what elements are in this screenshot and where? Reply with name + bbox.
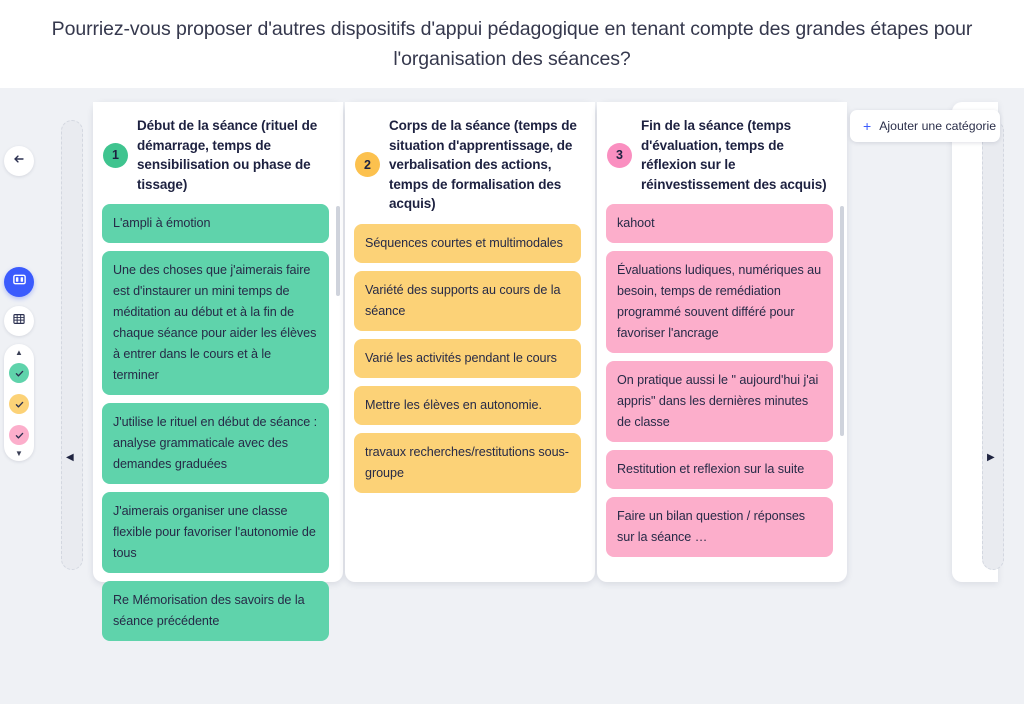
check-icon: [14, 430, 25, 441]
scroll-right-icon[interactable]: ▶: [987, 452, 995, 463]
grid-view-icon: [12, 312, 26, 331]
category-column-1[interactable]: [93, 102, 343, 628]
add-category-label: Ajouter une catégorie: [879, 119, 997, 133]
arrow-left-icon: [12, 152, 26, 171]
left-toolbar: [0, 88, 42, 585]
scroll-left-icon[interactable]: ◀: [66, 452, 74, 463]
column-scrollbar[interactable]: [336, 206, 340, 296]
column-title: Fin de la séance (temps d'évaluation, temps de réflexion sur le réinvestissement des acquis): [641, 118, 827, 192]
column-cards: [597, 204, 847, 684]
board-view-button[interactable]: [4, 267, 34, 297]
idea-card[interactable]: Mettre les élèves en autonomie.: [354, 386, 581, 425]
column-cards: [93, 204, 343, 684]
add-category-button[interactable]: [850, 110, 1000, 142]
column-title: Corps de la séance (temps de situation d'apprentissage, de verbalisation des actions, temps de formalisation des acquis): [389, 118, 577, 211]
idea-card[interactable]: Évaluations ludiques, numériques au besoin, temps de remédiation programmé souvent différé pour favoriser l'ancrage: [606, 251, 833, 353]
idea-card[interactable]: L'ampli à émotion: [102, 204, 329, 243]
caret-up-icon[interactable]: ▲: [15, 347, 23, 357]
question-title: Pourriez-vous proposer d'autres dispositifs d'appui pédagogique en tenant compte des grandes étapes pour l'organisation des séances?: [51, 18, 973, 70]
column-number-badge: 2: [355, 152, 380, 177]
plus-icon: +: [863, 118, 872, 134]
column-number-badge: 3: [607, 143, 632, 168]
column-header: [93, 102, 343, 204]
idea-card[interactable]: kahoot: [606, 204, 833, 243]
idea-card[interactable]: J'aimerais organiser une classe flexible pour favoriser l'autonomie de tous: [102, 492, 329, 573]
board-view-icon: [12, 272, 27, 292]
idea-card[interactable]: J'utilise le rituel en début de séance : analyse grammaticale avec des demandes graduées: [102, 403, 329, 484]
idea-card[interactable]: Faire un bilan question / réponses sur la séance …: [606, 497, 833, 557]
category-column-2[interactable]: [345, 102, 595, 582]
idea-card[interactable]: Re Mémorisation des savoirs de la séance précédente: [102, 581, 329, 641]
board-scroll-right[interactable]: [982, 120, 1004, 570]
idea-card[interactable]: Restitution et reflexion sur la suite: [606, 450, 833, 489]
column-header: [345, 102, 595, 224]
idea-card[interactable]: Une des choses que j'aimerais faire est d'instaurer un mini temps de méditation au début et à la fin de chaque séance pour aider les élèves à entrer dans le cours et à le terminer: [102, 251, 329, 395]
column-cards: [345, 224, 595, 704]
category-column-3[interactable]: [597, 102, 847, 582]
grid-view-button[interactable]: [4, 306, 34, 336]
caret-down-icon[interactable]: ▼: [15, 448, 23, 458]
board-scroll-left[interactable]: [61, 120, 83, 570]
idea-card[interactable]: Varié les activités pendant le cours: [354, 339, 581, 378]
filter-dot-yellow[interactable]: [9, 394, 29, 414]
column-header: [597, 102, 847, 204]
question-banner: [0, 0, 1024, 88]
idea-card[interactable]: Séquences courtes et multimodales: [354, 224, 581, 263]
filter-dot-pink[interactable]: [9, 425, 29, 445]
idea-card[interactable]: Variété des supports au cours de la séance: [354, 271, 581, 331]
column-scrollbar[interactable]: [840, 206, 844, 436]
board-canvas: [42, 88, 1024, 628]
filter-dot-green[interactable]: [9, 363, 29, 383]
check-icon: [14, 399, 25, 410]
back-button[interactable]: [4, 146, 34, 176]
check-icon: [14, 368, 25, 379]
idea-card[interactable]: travaux recherches/restitutions sous-groupe: [354, 433, 581, 493]
column-number-badge: 1: [103, 143, 128, 168]
color-filter-panel[interactable]: [4, 344, 34, 461]
column-title: Début de la séance (rituel de démarrage, temps de sensibilisation ou phase de tissage): [137, 118, 318, 192]
idea-card[interactable]: On pratique aussi le " aujourd'hui j'ai appris" dans les dernières minutes de classe: [606, 361, 833, 442]
